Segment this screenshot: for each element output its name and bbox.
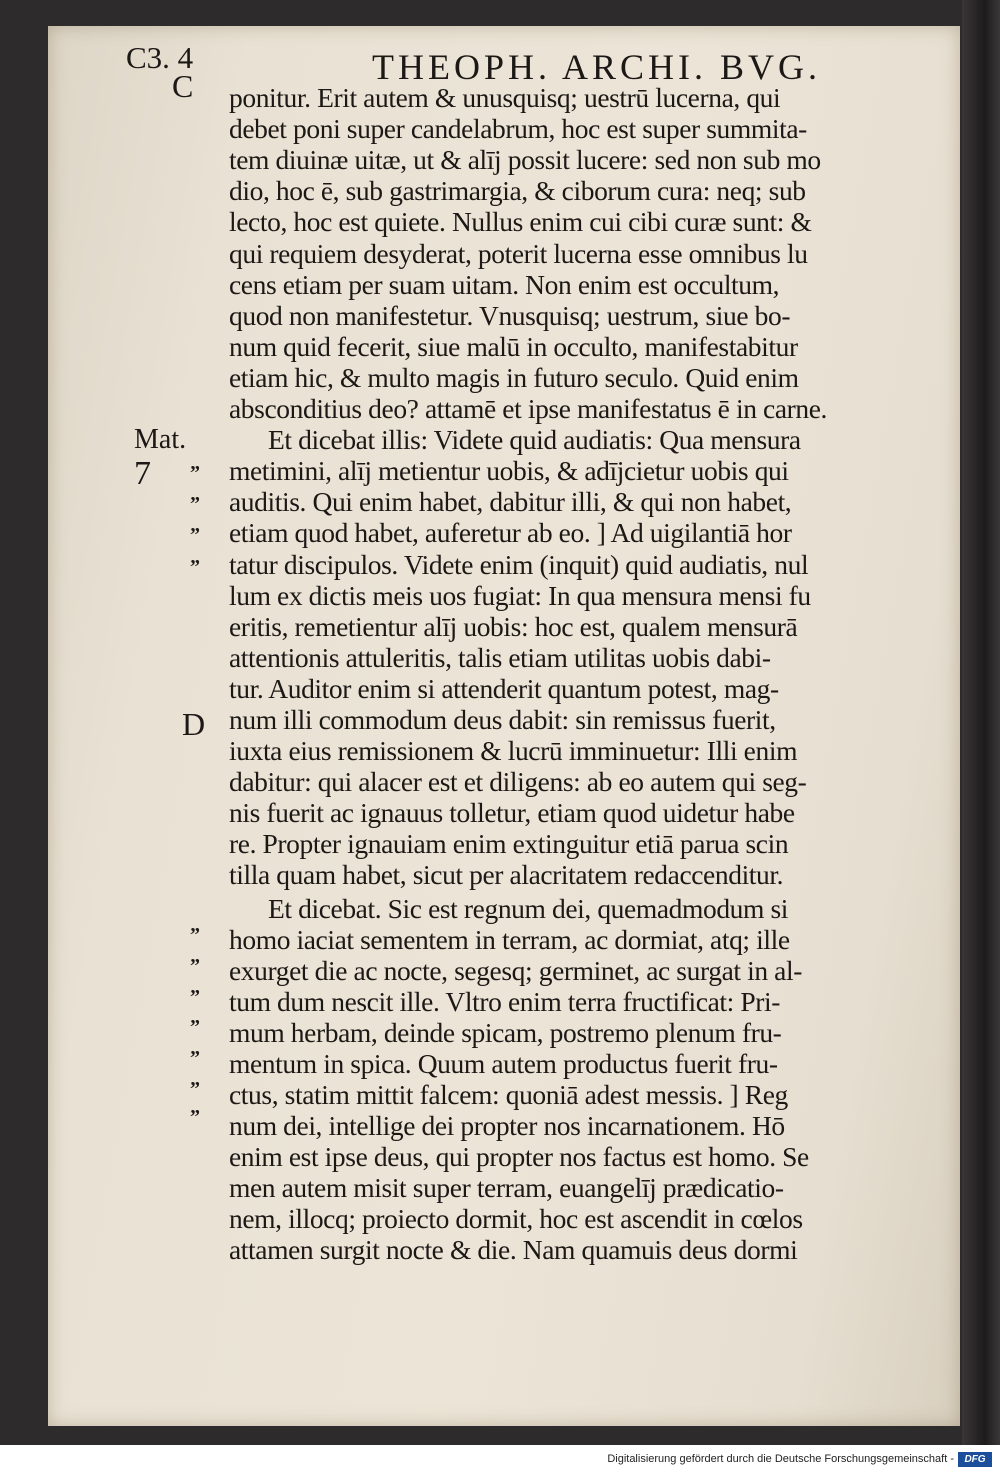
- text-line: Et dicebat. Sic est regnum dei, quemadmodum si: [268, 893, 789, 924]
- text-line: debet poni super candelabrum, hoc est super summita-: [229, 113, 807, 144]
- text-line: ctus, statim mittit falcem: quoniā adest messis. ] Reg: [229, 1079, 788, 1110]
- quote-mark: ”: [190, 556, 198, 578]
- quote-mark: ”: [190, 1016, 198, 1038]
- text-line: nis fuerit ac ignauus tolletur, etiam quod uidetur habe: [229, 797, 795, 828]
- text-line: attentionis attuleritis, talis etiam utilitas uobis dabi-: [229, 642, 771, 673]
- text-line: eritis, remetientur alīj uobis: hoc est, qualem mensurā: [229, 611, 798, 642]
- text-line: enim est ipse deus, qui propter nos factus est homo. Se: [229, 1141, 809, 1172]
- text-line: dio, hoc ē, sub gastrimargia, & ciborum cura: neq; sub: [229, 175, 806, 206]
- text-line: attamen surgit nocte & die. Nam quamuis deus dormi: [229, 1234, 798, 1265]
- text-line: Et dicebat illis: Videte quid audiatis: Qua mensura: [268, 424, 801, 455]
- quote-mark: ”: [190, 493, 198, 515]
- footer-bar: [0, 1445, 1000, 1474]
- book-edge: [962, 0, 1000, 1445]
- text-line: auditis. Qui enim habet, dabitur illi, & qui non habet,: [229, 486, 792, 517]
- signature-mark: C3. 4: [126, 40, 194, 75]
- text-line: exurget die ac nocte, segesq; germinet, ac surgat in al-: [229, 955, 802, 986]
- quote-mark: ”: [190, 1078, 198, 1100]
- text-line: lum ex dictis meis uos fugiat: In qua mensura mensi fu: [229, 580, 811, 611]
- text-line: tur. Auditor enim si attenderit quantum potest, mag-: [229, 673, 779, 704]
- quote-mark: ”: [190, 955, 198, 977]
- text-line: num illi commodum deus dabit: sin remissus fuerit,: [229, 704, 776, 735]
- funding-notice: Digitalisierung gefördert durch die Deutsche Forschungsgemeinschaft -: [607, 1453, 954, 1465]
- text-line: nem, illocq; proiecto dormit, hoc est ascendit in cœlos: [229, 1203, 803, 1234]
- quote-mark: ”: [190, 462, 198, 484]
- text-line: men autem misit super terram, euangelīj prædicatio-: [229, 1172, 784, 1203]
- text-line: absconditius deo? attamē et ipse manifestatus ē in carne.: [229, 393, 828, 424]
- text-line: num quid fecerit, siue malū in occulto, manifestabitur: [229, 331, 798, 362]
- section-letter-c: C: [172, 68, 194, 104]
- text-line: tum dum nescit ille. Vltro enim terra fructificat: Pri-: [229, 986, 781, 1017]
- running-header: THEOPH. ARCHI. BVG.: [372, 47, 822, 87]
- margin-letter-d: D: [182, 706, 206, 742]
- text-line: tilla quam habet, sicut per alacritatem redaccenditur.: [229, 859, 784, 890]
- quote-mark: ”: [190, 1047, 198, 1069]
- quote-mark: ”: [190, 1106, 198, 1128]
- text-line: num dei, intellige dei propter nos incarnationem. Hō: [229, 1110, 785, 1141]
- text-line: mentum in spica. Quum autem productus fuerit fru-: [229, 1048, 778, 1079]
- text-line: cens etiam per suam uitam. Non enim est occultum,: [229, 269, 780, 300]
- text-line: quod non manifestetur. Vnusquisq; uestrum, siue bo-: [229, 300, 791, 331]
- text-line: etiam quod habet, auferetur ab eo. ] Ad uigilantiā hor: [229, 517, 792, 548]
- dfg-logo: DFG: [958, 1452, 992, 1467]
- text-line: qui requiem desyderat, poterit lucerna esse omnibus lu: [229, 238, 808, 269]
- text-line: etiam hic, & multo magis in futuro seculo. Quid enim: [229, 362, 799, 393]
- text-line: dabitur: qui alacer est et diligens: ab eo autem qui seg-: [229, 766, 807, 797]
- text-line: tatur discipulos. Videte enim (inquit) quid audiatis, nul: [229, 549, 809, 580]
- margin-chapter-7: 7: [134, 455, 151, 492]
- quote-mark: ”: [190, 524, 198, 546]
- text-line: homo iaciat sementem in terram, ac dormiat, atq; ille: [229, 924, 790, 955]
- text-line: lecto, hoc est quiete. Nullus enim cui cibi curæ sunt: &: [229, 206, 812, 237]
- text-line: iuxta eius remissionem & lucrū imminuetur: Illi enim: [229, 735, 798, 766]
- text-line: metimini, alīj metientur uobis, & adījcietur uobis qui: [229, 455, 789, 486]
- text-line: tem diuinæ uitæ, ut & alīj possit lucere: sed non sub mo: [229, 144, 821, 175]
- margin-mat: Mat.: [134, 424, 187, 455]
- quote-mark: ”: [190, 986, 198, 1008]
- text-line: mum herbam, deinde spicam, postremo plenum fru-: [229, 1017, 782, 1048]
- text-line: re. Propter ignauiam enim extinguitur etiā parua scin: [229, 828, 789, 859]
- quote-mark: ”: [190, 924, 198, 946]
- text-line: ponitur. Erit autem & unusquisq; uestrū lucerna, qui: [229, 82, 781, 113]
